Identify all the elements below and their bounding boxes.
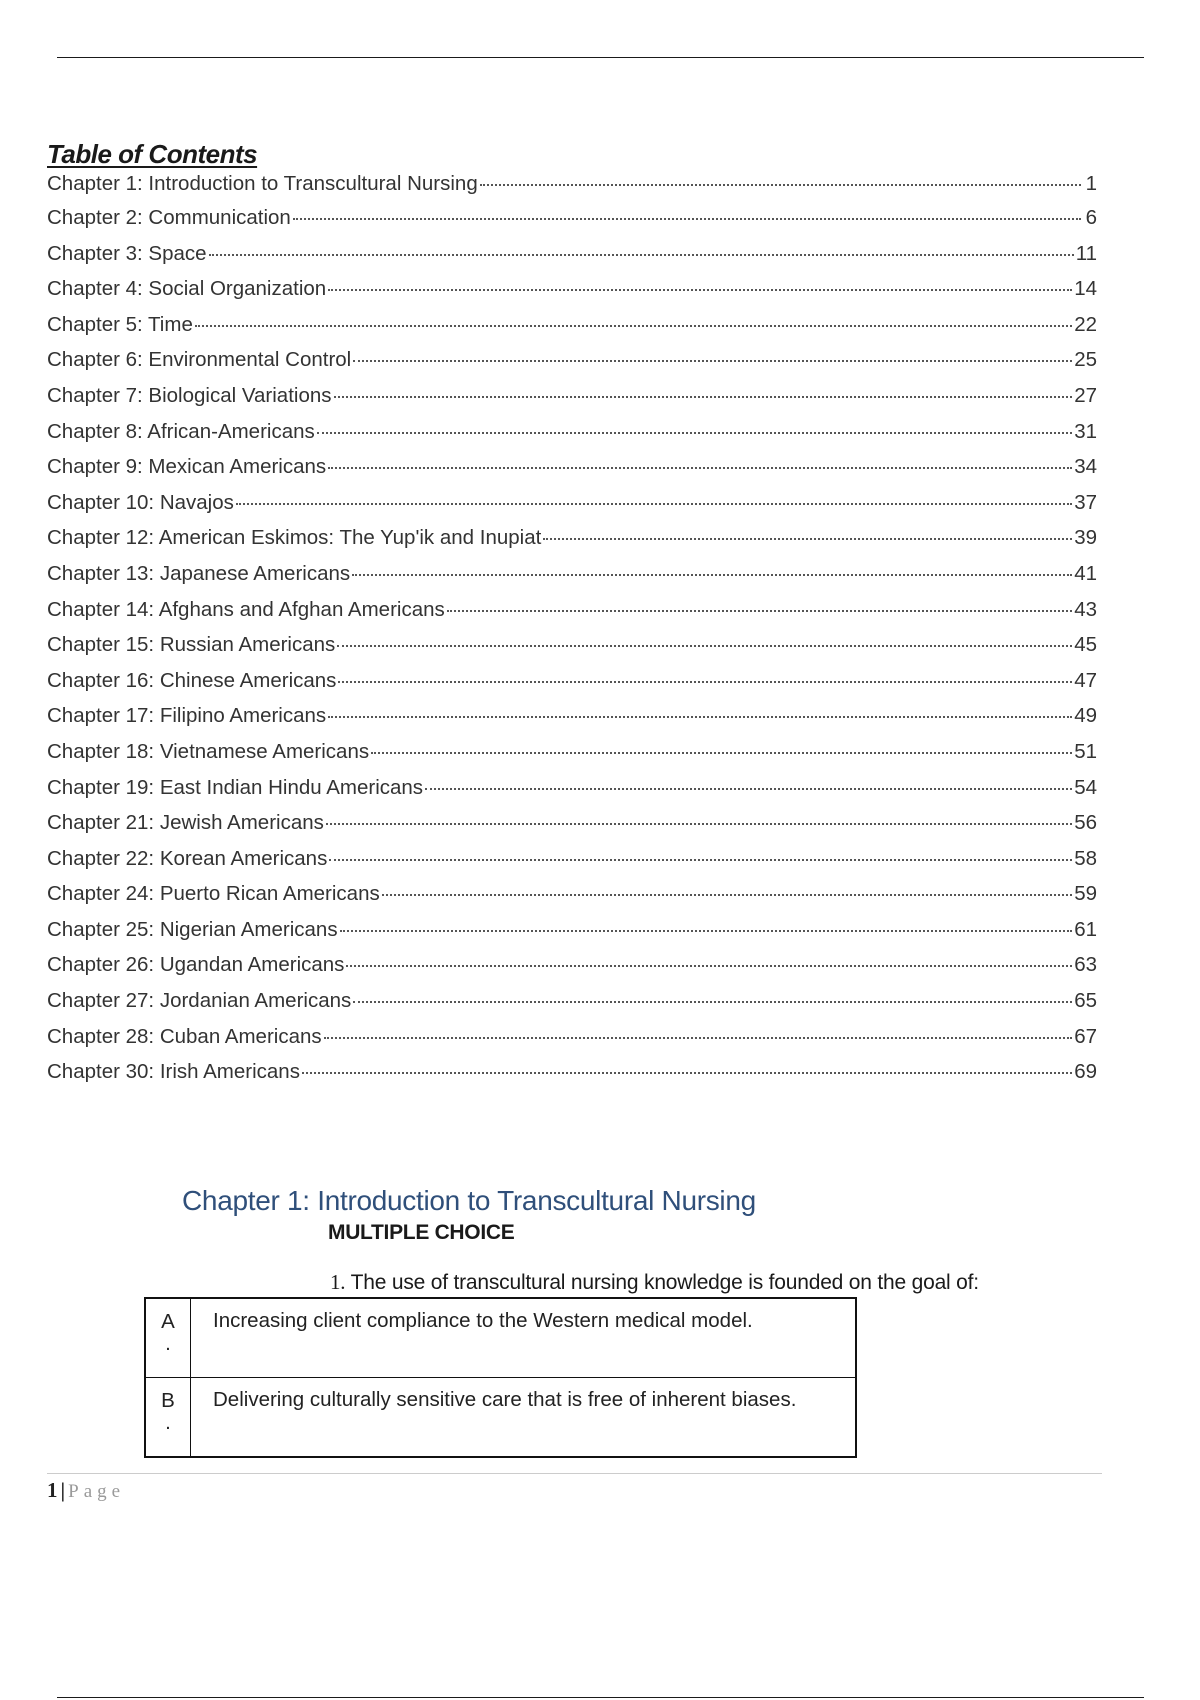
toc-entry-page: 51 <box>1074 739 1097 763</box>
question-stem <box>330 1270 979 1295</box>
toc-entry-page: 39 <box>1074 526 1097 550</box>
toc-dot-leader <box>543 538 1072 540</box>
toc-entry[interactable] <box>47 704 1097 740</box>
toc-dot-leader <box>328 467 1072 469</box>
footer-rule <box>47 1473 1102 1474</box>
page-footer <box>47 1478 125 1503</box>
toc-entry[interactable] <box>47 882 1097 918</box>
answer-option-text: Increasing client compliance to the Western medical model. <box>191 1298 857 1378</box>
toc-entry[interactable] <box>47 847 1097 883</box>
toc-entry-label: Chapter 22: Korean Americans <box>47 846 328 870</box>
toc-entry-page: 54 <box>1074 775 1097 799</box>
toc-dot-leader <box>317 432 1072 434</box>
toc-entry[interactable] <box>47 491 1097 527</box>
toc-entry-page: 56 <box>1074 811 1097 835</box>
top-rule <box>57 57 1144 58</box>
answer-option-text: Delivering culturally sensitive care that is free of inherent biases. <box>191 1378 857 1458</box>
toc-title: Table of Contents <box>47 139 258 169</box>
toc-dot-leader <box>371 752 1072 754</box>
toc-dot-leader <box>334 396 1073 398</box>
answer-option-letter-cell <box>145 1298 191 1378</box>
toc-entry[interactable] <box>47 206 1097 242</box>
toc-entry[interactable] <box>47 633 1097 669</box>
toc-entry-label: Chapter 26: Ugandan Americans <box>47 953 345 977</box>
toc-dot-leader <box>328 289 1072 291</box>
bottom-rule <box>57 1697 1144 1698</box>
toc-entry-label: Chapter 1: Introduction to Transcultural Nursing <box>47 172 478 195</box>
toc-entry-label: Chapter 24: Puerto Rican Americans <box>47 882 380 906</box>
toc-dot-leader <box>346 965 1072 967</box>
toc-entry-label: Chapter 15: Russian Americans <box>47 633 336 657</box>
answer-option-letter-dot: . <box>165 1332 171 1355</box>
toc-entry-page: 45 <box>1074 633 1097 657</box>
toc-entry-page: 6 <box>1085 206 1097 229</box>
section-label: MULTIPLE CHOICE <box>328 1221 515 1244</box>
answer-option-letter: B <box>161 1389 175 1412</box>
toc-dot-leader <box>324 1037 1073 1039</box>
toc-entry[interactable] <box>47 598 1097 634</box>
toc-entry-label: Chapter 17: Filipino Americans <box>47 704 327 728</box>
question-number: 1. <box>330 1270 346 1294</box>
toc-dot-leader <box>353 1001 1072 1003</box>
toc-entry-page: 63 <box>1074 953 1097 977</box>
answer-option-letter-dot: . <box>165 1411 171 1434</box>
toc-entry[interactable] <box>47 526 1097 562</box>
toc-dot-leader <box>480 184 1081 186</box>
toc-entry-page: 37 <box>1074 490 1097 514</box>
answer-option-row[interactable] <box>145 1298 856 1378</box>
toc-dot-leader <box>209 254 1074 256</box>
toc-entry-page: 58 <box>1074 846 1097 870</box>
toc-entry-label: Chapter 30: Irish Americans <box>47 1060 300 1084</box>
toc-entry-page: 14 <box>1074 277 1097 301</box>
toc-entry-page: 49 <box>1074 704 1097 728</box>
answer-option-row[interactable] <box>145 1378 856 1458</box>
toc-entry-label: Chapter 27: Jordanian Americans <box>47 989 352 1013</box>
toc-entry-label: Chapter 12: American Eskimos: The Yup'ik and Inupiat <box>47 526 542 550</box>
toc-dot-leader <box>447 610 1072 612</box>
toc-dot-leader <box>326 823 1072 825</box>
table-of-contents <box>47 136 1097 1096</box>
toc-dot-leader <box>382 894 1072 896</box>
toc-dot-leader <box>425 788 1072 790</box>
toc-entry-label: Chapter 21: Jewish Americans <box>47 811 324 835</box>
toc-dot-leader <box>340 930 1073 932</box>
toc-dot-leader <box>195 325 1072 327</box>
question-text: The use of transcultural nursing knowledge is founded on the goal of: <box>350 1271 979 1294</box>
toc-dot-leader <box>328 716 1072 718</box>
toc-entry[interactable] <box>47 669 1097 705</box>
toc-entry-page: 11 <box>1075 241 1097 265</box>
toc-entry[interactable] <box>47 172 1097 206</box>
toc-entry[interactable] <box>47 348 1097 384</box>
toc-dot-leader <box>329 859 1072 861</box>
toc-entry-page: 67 <box>1074 1024 1097 1048</box>
toc-entry-label: Chapter 8: African-Americans <box>47 419 315 443</box>
toc-entry[interactable] <box>47 811 1097 847</box>
toc-entry-page: 43 <box>1074 597 1097 621</box>
toc-entry[interactable] <box>47 384 1097 420</box>
toc-entry[interactable] <box>47 776 1097 812</box>
toc-dot-leader <box>352 574 1072 576</box>
toc-entry[interactable] <box>47 277 1097 313</box>
chapter-heading: Chapter 1: Introduction to Transcultural Nursing <box>182 1185 756 1216</box>
footer-page-word: Page <box>68 1481 126 1502</box>
toc-entry-label: Chapter 9: Mexican Americans <box>47 455 327 479</box>
toc-dot-leader <box>353 360 1072 362</box>
toc-entry-page: 69 <box>1074 1060 1097 1084</box>
toc-entry[interactable] <box>47 918 1097 954</box>
toc-entry-page: 41 <box>1074 561 1097 585</box>
toc-entry-page: 31 <box>1074 419 1097 443</box>
footer-separator: | <box>60 1478 66 1502</box>
toc-entry[interactable] <box>47 420 1097 456</box>
toc-entry-label: Chapter 7: Biological Variations <box>47 383 332 407</box>
toc-entry[interactable] <box>47 740 1097 776</box>
toc-entry[interactable] <box>47 1060 1097 1096</box>
toc-entry-label: Chapter 19: East Indian Hindu Americans <box>47 775 424 799</box>
toc-entry-page: 47 <box>1074 668 1097 692</box>
toc-entry-page: 22 <box>1074 312 1097 336</box>
toc-entry-page: 59 <box>1074 882 1097 906</box>
toc-dot-leader <box>236 503 1072 505</box>
toc-dot-leader <box>302 1072 1072 1074</box>
toc-entry-label: Chapter 25: Nigerian Americans <box>47 917 338 941</box>
toc-entry-label: Chapter 13: Japanese Americans <box>47 561 351 585</box>
toc-entry-label: Chapter 5: Time <box>47 312 193 336</box>
toc-entry-page: 61 <box>1074 917 1097 941</box>
toc-entry-label: Chapter 18: Vietnamese Americans <box>47 739 370 763</box>
toc-list <box>47 172 1097 1096</box>
toc-entry[interactable] <box>47 313 1097 349</box>
toc-entry-label: Chapter 6: Environmental Control <box>47 348 352 372</box>
toc-entry[interactable] <box>47 989 1097 1025</box>
toc-entry-page: 1 <box>1085 172 1097 195</box>
answer-option-letter-cell <box>145 1378 191 1458</box>
toc-dot-leader <box>293 218 1081 220</box>
toc-entry-page: 65 <box>1074 989 1097 1013</box>
answer-options-table <box>144 1297 857 1458</box>
toc-entry-label: Chapter 4: Social Organization <box>47 277 327 301</box>
toc-entry[interactable] <box>47 953 1097 989</box>
toc-entry-page: 25 <box>1074 348 1097 372</box>
toc-entry-label: Chapter 2: Communication <box>47 206 291 229</box>
toc-entry-label: Chapter 16: Chinese Americans <box>47 668 337 692</box>
toc-entry[interactable] <box>47 1025 1097 1061</box>
toc-dot-leader <box>338 681 1072 683</box>
footer-page-number: 1 <box>47 1478 58 1502</box>
toc-entry-label: Chapter 10: Navajos <box>47 490 234 514</box>
toc-entry-page: 27 <box>1074 383 1097 407</box>
toc-entry-page: 34 <box>1074 455 1097 479</box>
answer-option-letter: A <box>161 1310 175 1333</box>
toc-entry-label: Chapter 14: Afghans and Afghan Americans <box>47 597 445 621</box>
toc-dot-leader <box>337 645 1072 647</box>
toc-entry-label: Chapter 28: Cuban Americans <box>47 1024 322 1048</box>
toc-entry[interactable] <box>47 455 1097 491</box>
toc-entry[interactable] <box>47 562 1097 598</box>
toc-entry[interactable] <box>47 242 1097 278</box>
toc-entry-label: Chapter 3: Space <box>47 241 207 265</box>
